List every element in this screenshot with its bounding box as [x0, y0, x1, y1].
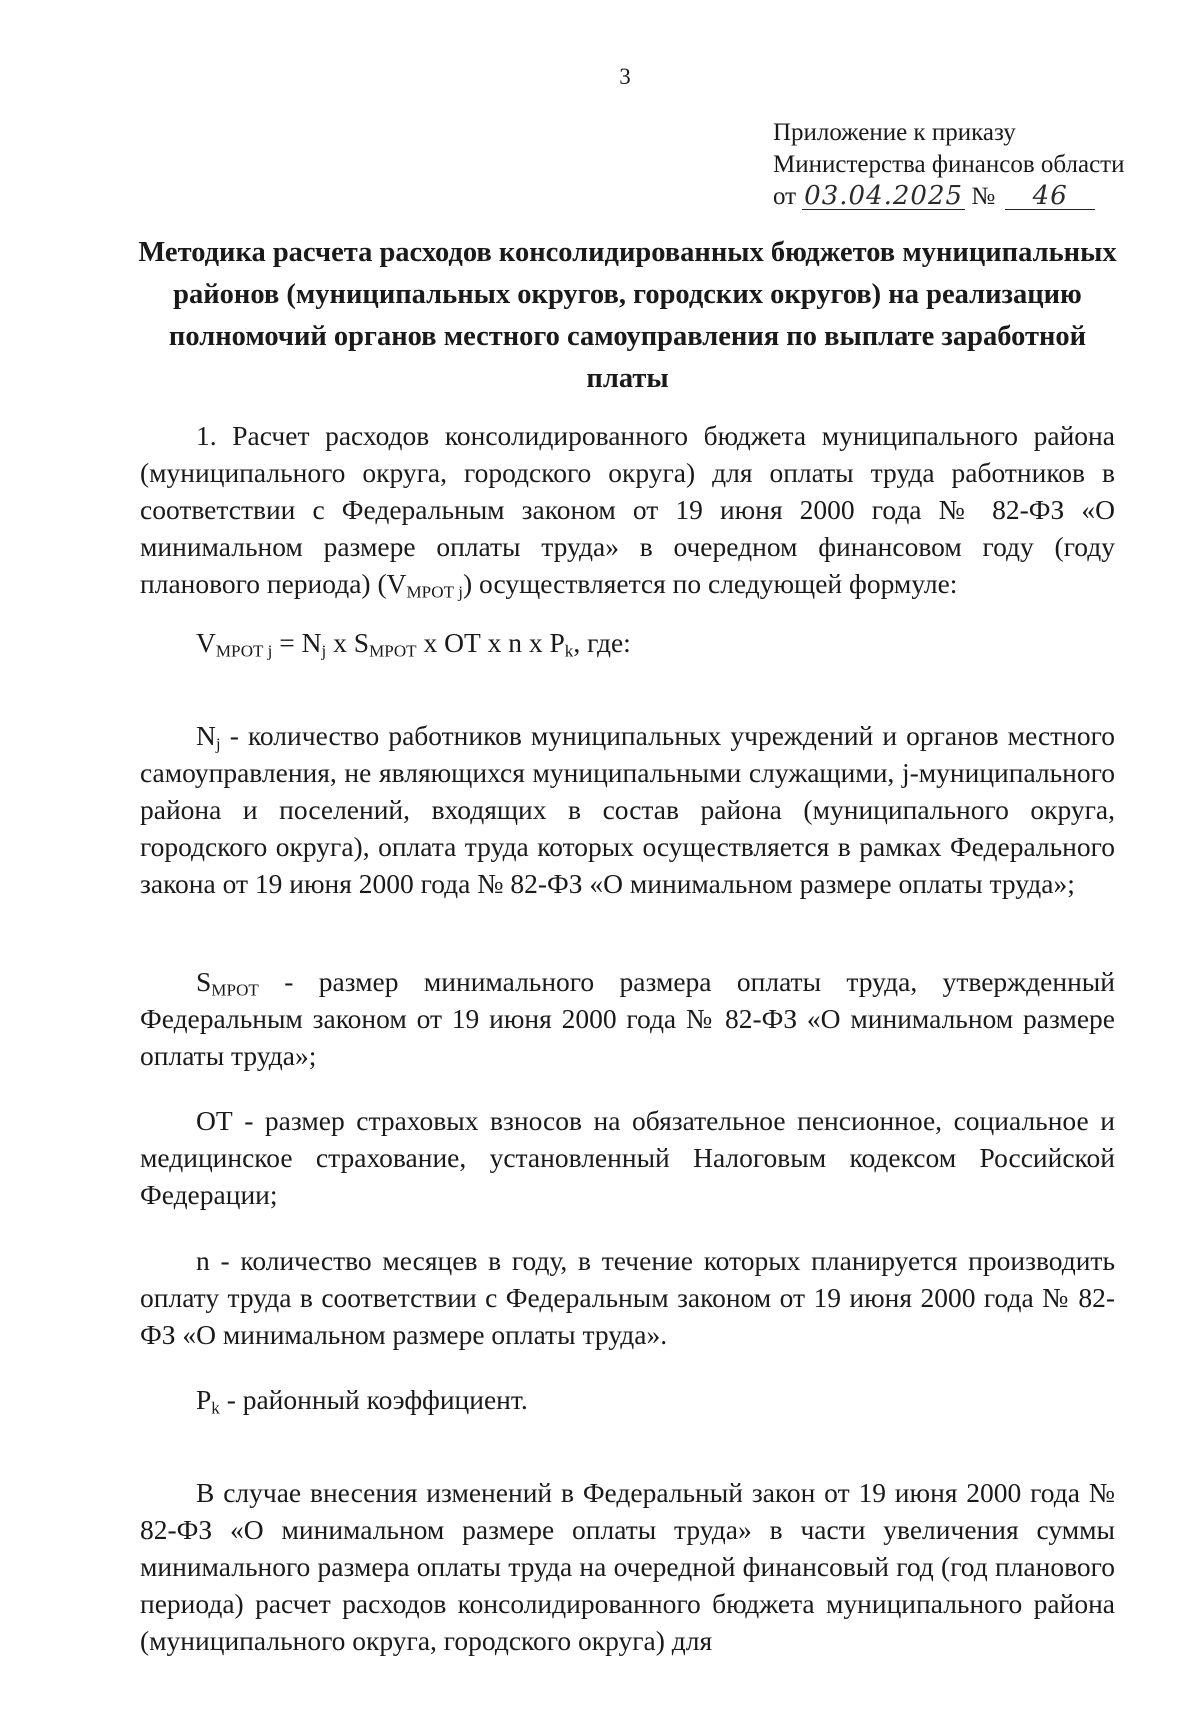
appendix-header [773, 117, 1124, 213]
formula-v-sub: МРОТ j [215, 641, 273, 661]
pk-symbol: P [196, 1384, 212, 1415]
handwritten-number: 46 [1005, 183, 1095, 210]
handwritten-date: 03.04.2025 [802, 183, 965, 210]
smrot-symbol: S [196, 966, 212, 997]
document-title: Методика расчета расходов консолидированных бюджетов муниципальных районов (муниципальных округов, городских округов) на реализацию полномочий органов местного самоуправления по выплате заработной платы [138, 237, 1117, 394]
definition-n: n - количество месяцев в году, в течение которых планируется производить оплату труда в соответствии с Федеральным законом от 19 июня 2000 года № 82-ФЗ «О минимальном размере оплаты труда». [140, 1245, 1115, 1350]
nj-text: - количество работников муниципальных учреждений и органов местного самоуправления, не являющихся муниципальными служащими, j-муниципального района и поселений, входящих в состав района (муниципального округа, городского округа), оплата труда которых осуществляется в рамках Федерального закона от 19 июня 2000 года № 82-ФЗ «О минимальном размере оплаты труда»; [140, 720, 1115, 899]
formula-rest: x ОТ x n x P [416, 627, 565, 658]
paragraph-1-text: 1. Расчет расходов консолидированного бюджета муниципального района (муниципального округа, городского округа) для оплаты труда работников в соответствии с Федеральным законом от 19 июня 2000 года № 82-ФЗ «О минимальном размере оплаты труда» в очередном финансовом году (году планового периода) (V [140, 420, 1115, 599]
formula-p-sub: k [564, 641, 574, 661]
appendix-date-row [773, 181, 1124, 213]
formula-s: x S [326, 627, 370, 658]
nj-symbol: N [196, 720, 216, 751]
paragraph-last: В случае внесения изменений в Федеральный закон от 19 июня 2000 года № 82-ФЗ «О минимальном размере оплаты труда» в части увеличения суммы минимального размера оплаты труда на очередной финансовый год (год планового периода) расчет расходов консолидированного бюджета муниципального района (муниципального округа, городского округа) для [140, 1477, 1115, 1656]
formula-n: = N [272, 627, 322, 658]
definition-nj [140, 717, 1115, 902]
formula-v: V [196, 627, 216, 658]
vmrot-subscript: МРОТ j [406, 582, 464, 602]
formula [196, 624, 631, 661]
pk-subscript: k [211, 1398, 220, 1418]
appendix-line-1: Приложение к приказу [773, 119, 1016, 146]
appendix-line-2: Министерства финансов области [773, 151, 1125, 178]
number-prefix: № [971, 183, 996, 210]
paragraph-1-tail: ) осуществляется по следующей формуле: [463, 568, 958, 599]
date-prefix: от [773, 183, 797, 210]
definition-smrot [140, 963, 1115, 1074]
smrot-subscript: МРОТ [211, 980, 259, 1000]
formula-n-sub: j [321, 641, 327, 661]
smrot-text: - размер минимального размера оплаты труда, утвержденный Федеральным законом от 19 июня 2000 года № 82-ФЗ «О минимальном размере оплаты труда»; [140, 966, 1115, 1071]
page-number: 3 [619, 64, 631, 89]
definition-pk [140, 1381, 1115, 1418]
formula-s-sub: МРОТ [369, 641, 417, 661]
pk-text: - районный коэффициент. [219, 1384, 528, 1415]
definition-ot: ОТ - размер страховых взносов на обязательное пенсионное, социальное и медицинское страхование, установленный Налоговым кодексом Российской Федерации; [140, 1105, 1115, 1210]
nj-subscript: j [215, 734, 221, 754]
paragraph-1 [140, 417, 1115, 602]
formula-tail: , где: [573, 627, 631, 658]
